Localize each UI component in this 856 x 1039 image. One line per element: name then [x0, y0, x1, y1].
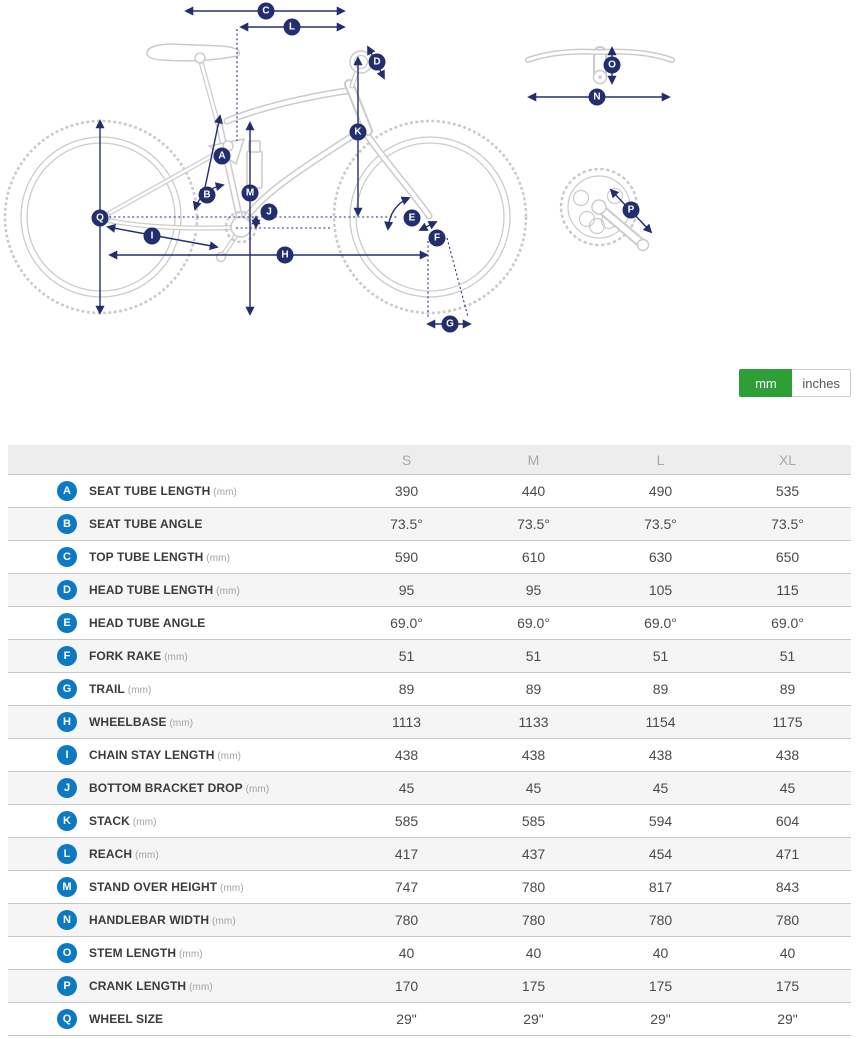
cell-value: 585	[521, 813, 546, 829]
size-column-header: M	[470, 445, 597, 475]
row-letter-cell	[8, 937, 88, 970]
crank-pedal-end	[638, 240, 649, 251]
cell-value: 29"	[650, 1011, 671, 1027]
cell-value: 535	[775, 483, 800, 499]
row-letter-cell	[8, 508, 88, 541]
row-label: BOTTOM BRACKET DROP (mm)	[89, 781, 270, 795]
row-label: STEM LENGTH (mm)	[89, 946, 203, 960]
cell-value: 780	[648, 912, 673, 928]
cell-value: 440	[521, 483, 546, 499]
row-letter-cell	[8, 673, 88, 706]
unit-toggle-mm-button[interactable]: mm	[739, 369, 792, 397]
rear-shock	[247, 151, 262, 188]
cell-value: 437	[521, 846, 546, 862]
cell-value: 69.0°	[771, 615, 804, 631]
row-letter-badge: H	[57, 712, 77, 732]
cell-value: 89	[652, 681, 669, 697]
table-row	[8, 1003, 851, 1036]
header-spacer	[8, 445, 88, 475]
cell-value: 40	[779, 945, 796, 961]
cell-value: 45	[652, 780, 669, 796]
size-column-header: XL	[724, 445, 851, 475]
row-unit-label: (mm)	[209, 916, 236, 927]
cell-value: 780	[521, 879, 546, 895]
cell-value: 170	[394, 978, 419, 994]
table-row	[8, 904, 851, 937]
row-unit-label: (mm)	[242, 784, 270, 795]
row-unit-label: (mm)	[176, 949, 203, 960]
row-label: STACK (mm)	[89, 814, 157, 828]
cell-value: 73.5°	[771, 516, 804, 532]
table-row	[8, 574, 851, 607]
row-letter-badge: Q	[57, 1009, 77, 1029]
row-letter-cell	[8, 970, 88, 1003]
saddle	[147, 44, 239, 61]
diagram-marker-C: C	[258, 3, 275, 20]
cell-value: 40	[525, 945, 542, 961]
diagram-marker-Q: Q	[92, 210, 109, 227]
row-letter-badge: N	[57, 910, 77, 930]
row-letter-badge: A	[57, 481, 77, 501]
cell-value: 590	[394, 549, 419, 565]
pedal	[217, 253, 226, 262]
cell-value: 630	[648, 549, 673, 565]
cell-value: 95	[398, 582, 415, 598]
table-row	[8, 508, 851, 541]
cell-value: 780	[521, 912, 546, 928]
diagram-marker-I: I	[144, 228, 161, 245]
row-letter-badge: G	[57, 679, 77, 699]
table-row	[8, 706, 851, 739]
diagram-marker-M: M	[242, 185, 259, 202]
row-unit-label: (mm)	[129, 817, 157, 828]
cell-value: 780	[775, 912, 800, 928]
cell-value: 454	[648, 846, 673, 862]
cell-value: 747	[394, 879, 419, 895]
cell-value: 390	[394, 483, 419, 499]
row-label: SEAT TUBE ANGLE	[89, 517, 203, 531]
cell-value: 51	[779, 648, 796, 664]
cell-value: 29"	[396, 1011, 417, 1027]
cell-value: 438	[521, 747, 546, 763]
cell-value: 610	[521, 549, 546, 565]
cell-value: 51	[525, 648, 542, 664]
table-row	[8, 739, 851, 772]
table-row	[8, 541, 851, 574]
cell-value: 69.0°	[517, 615, 550, 631]
cell-value: 417	[394, 846, 419, 862]
diagram-marker-L: L	[284, 19, 301, 36]
cell-value: 51	[652, 648, 669, 664]
cell-value: 115	[776, 582, 799, 598]
cell-value: 175	[775, 978, 800, 994]
cell-value: 51	[398, 648, 415, 664]
row-letter-cell	[8, 607, 88, 640]
row-letter-cell	[8, 706, 88, 739]
cell-value: 95	[525, 582, 542, 598]
handlebar-top-view	[528, 52, 672, 84]
cell-value: 604	[775, 813, 800, 829]
row-letter-badge: F	[57, 646, 77, 666]
row-unit-label: (mm)	[124, 685, 152, 696]
bike-geometry-diagram	[0, 0, 856, 360]
row-letter-badge: J	[57, 778, 77, 798]
cell-value: 89	[398, 681, 415, 697]
cell-value: 438	[775, 747, 800, 763]
row-label: HEAD TUBE ANGLE	[89, 616, 206, 630]
row-unit-label: (mm)	[186, 982, 213, 993]
row-letter-badge: D	[57, 580, 77, 600]
row-letter-cell	[8, 574, 88, 607]
cell-value: 45	[525, 780, 542, 796]
unit-toggle-inches-button[interactable]: inches	[792, 369, 851, 397]
cell-value: 29"	[777, 1011, 798, 1027]
row-letter-badge: O	[57, 943, 77, 963]
row-letter-cell	[8, 1003, 88, 1036]
diagram-marker-K: K	[350, 124, 367, 141]
cell-value: 175	[648, 978, 673, 994]
cell-value: 89	[525, 681, 542, 697]
table-row	[8, 970, 851, 1003]
size-column-header: L	[597, 445, 724, 475]
table-row	[8, 607, 851, 640]
row-label: WHEELBASE (mm)	[89, 715, 194, 729]
diagram-marker-P: P	[623, 202, 640, 219]
row-label: FORK RAKE (mm)	[89, 649, 188, 663]
row-letter-badge: L	[57, 844, 77, 864]
geometry-diagram-section	[0, 0, 856, 445]
cell-value: 585	[394, 813, 419, 829]
row-label: WHEEL SIZE	[89, 1012, 164, 1026]
diagram-marker-N: N	[589, 89, 606, 106]
cell-value: 40	[398, 945, 415, 961]
cell-value: 105	[648, 582, 673, 598]
cell-value: 490	[648, 483, 673, 499]
row-letter-badge: K	[57, 811, 77, 831]
diagram-marker-A: A	[214, 148, 231, 165]
cell-value: 175	[521, 978, 546, 994]
diagram-marker-E: E	[404, 210, 421, 227]
row-letter-badge: M	[57, 877, 77, 897]
row-letter-cell	[8, 904, 88, 937]
row-unit-label: (mm)	[132, 850, 159, 861]
row-letter-cell	[8, 739, 88, 772]
row-unit-label: (mm)	[210, 487, 237, 498]
cell-value: 438	[648, 747, 673, 763]
unit-toggle	[739, 369, 851, 397]
row-letter-badge: I	[57, 745, 77, 765]
table-row	[8, 475, 851, 508]
table-row	[8, 673, 851, 706]
cell-value: 594	[648, 813, 673, 829]
construction-lines	[100, 29, 468, 317]
row-letter-cell	[8, 871, 88, 904]
row-unit-label: (mm)	[161, 652, 188, 663]
table-row	[8, 937, 851, 970]
cell-value: 1133	[518, 714, 549, 730]
cell-value: 89	[779, 681, 796, 697]
cell-value: 69.0°	[390, 615, 423, 631]
row-label: CHAIN STAY LENGTH (mm)	[89, 748, 242, 762]
row-letter-badge: B	[57, 514, 77, 534]
cell-value: 40	[652, 945, 669, 961]
diagram-marker-H: H	[277, 247, 294, 264]
cell-value: 817	[648, 879, 673, 895]
row-letter-badge: P	[57, 976, 77, 996]
row-letter-cell	[8, 772, 88, 805]
cell-value: 1154	[645, 714, 676, 730]
table-row	[8, 640, 851, 673]
row-label: SEAT TUBE LENGTH (mm)	[89, 484, 237, 498]
row-unit-label: (mm)	[217, 883, 244, 894]
row-letter-cell	[8, 475, 88, 508]
cell-value: 45	[779, 780, 796, 796]
row-label: CRANK LENGTH (mm)	[89, 979, 213, 993]
cell-value: 45	[398, 780, 415, 796]
cell-value: 471	[775, 846, 800, 862]
row-letter-cell	[8, 541, 88, 574]
row-letter-cell	[8, 838, 88, 871]
table-row	[8, 805, 851, 838]
row-letter-badge: E	[57, 613, 77, 633]
row-label: HEAD TUBE LENGTH (mm)	[89, 583, 240, 597]
row-unit-label: (mm)	[214, 751, 242, 762]
diagram-marker-B: B	[199, 187, 216, 204]
row-label: REACH (mm)	[89, 847, 159, 861]
cell-value: 1175	[772, 714, 803, 730]
row-unit-label: (mm)	[213, 586, 240, 597]
row-label: HANDLEBAR WIDTH (mm)	[89, 913, 236, 927]
cell-value: 69.0°	[644, 615, 677, 631]
geometry-table-header-row	[8, 445, 851, 475]
cell-value: 438	[394, 747, 419, 763]
header-spacer	[88, 445, 343, 475]
row-letter-badge: C	[57, 547, 77, 567]
cell-value: 843	[775, 879, 800, 895]
cell-value: 1113	[391, 714, 422, 730]
geometry-table-body	[8, 475, 851, 1036]
size-column-header: S	[343, 445, 470, 475]
cell-value: 73.5°	[644, 516, 677, 532]
row-label: STAND OVER HEIGHT (mm)	[89, 880, 244, 894]
cell-value: 73.5°	[517, 516, 550, 532]
table-row	[8, 838, 851, 871]
row-letter-cell	[8, 805, 88, 838]
diagram-marker-G: G	[442, 316, 459, 333]
row-label: TOP TUBE LENGTH (mm)	[89, 550, 231, 564]
diagram-marker-F: F	[429, 230, 446, 247]
table-row	[8, 772, 851, 805]
row-unit-label: (mm)	[203, 553, 231, 564]
cell-value: 780	[394, 912, 419, 928]
diagram-marker-O: O	[604, 57, 621, 74]
cell-value: 29"	[523, 1011, 544, 1027]
diagram-marker-D: D	[369, 54, 386, 71]
cell-value: 73.5°	[390, 516, 423, 532]
table-row	[8, 871, 851, 904]
cell-value: 650	[775, 549, 800, 565]
geometry-table	[8, 445, 851, 1036]
row-label: TRAIL (mm)	[89, 682, 152, 696]
row-letter-cell	[8, 640, 88, 673]
row-unit-label: (mm)	[166, 718, 194, 729]
diagram-marker-J: J	[261, 204, 278, 221]
